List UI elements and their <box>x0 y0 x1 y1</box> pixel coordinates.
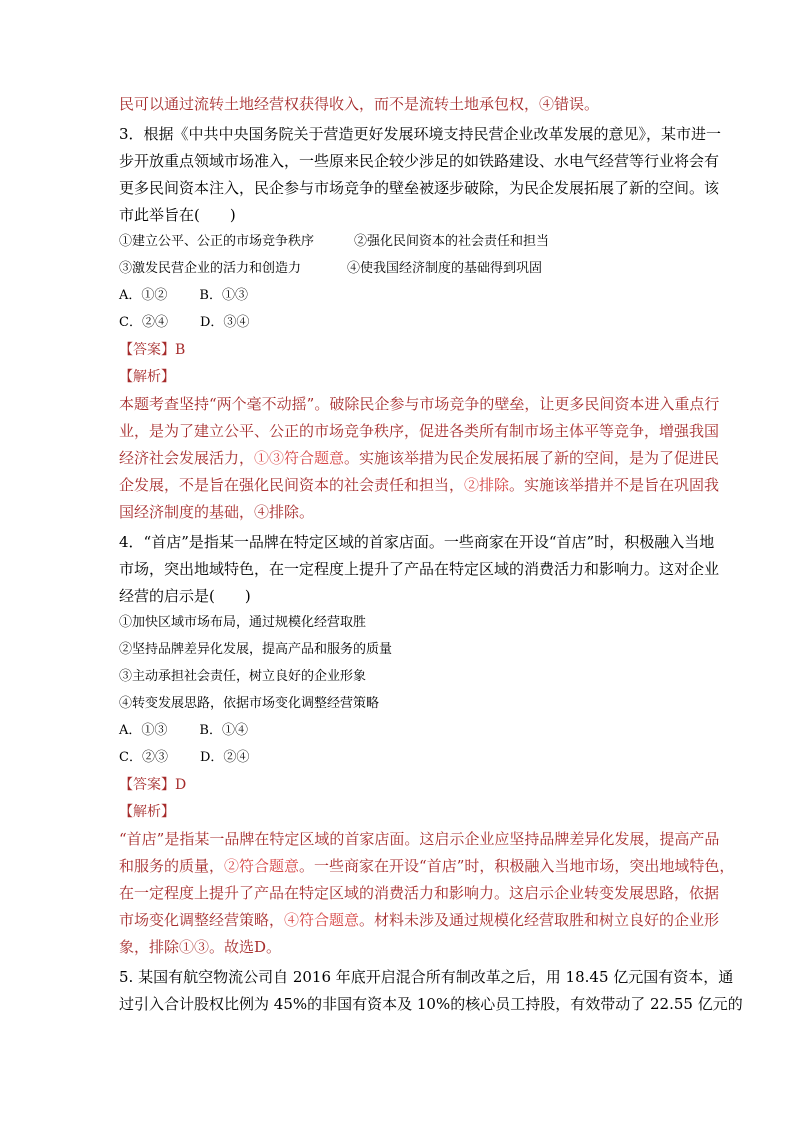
analysis-text: 本题考查坚持“两个毫不动摇”。破除民企参与市场竞争的壁垒，让更多民间资本进入重点行 <box>119 395 720 413</box>
analysis-text: 在一定程度上提升了产品在特定区域的消费活力和影响力。这启示企业转变发展思路，依据 <box>119 884 720 902</box>
question-4-stem: 4．“首店”是指某一品牌在特定区域的首家店面。一些商家在开设“首店”时，积极融入当地 <box>119 533 715 551</box>
analysis-text: 国经济制度的基础，④排除。 <box>119 503 315 521</box>
analysis-span: 。材料未涉及通过规模化经营取胜和树立良好的企业形 <box>359 911 720 929</box>
analysis-span: 。实施该举措为民企发展拓展了新的空间，是为了促进民 <box>344 449 720 467</box>
choice-c: C．②③ <box>119 750 168 765</box>
choice-a: A．①② <box>119 288 168 303</box>
statement: ④使我国经济制度的基础得到巩固 <box>347 261 543 276</box>
statement: ④转变发展思路，依据市场变化调整经营策略 <box>119 696 380 711</box>
answer-label: 【答案】D <box>119 777 187 793</box>
analysis-text <box>119 910 719 930</box>
analysis-span: 经济社会发展活力， <box>119 449 255 467</box>
choice-b: B．①③ <box>199 288 248 303</box>
analysis-text: 象，排除①③。故选D。 <box>119 938 282 956</box>
analysis-text <box>119 475 719 495</box>
statement: ③主动承担社会责任，树立良好的企业形象 <box>119 669 367 684</box>
answer-label: 【答案】B <box>119 342 186 358</box>
highlight-span: ①③符合题意 <box>254 449 345 467</box>
analysis-text <box>119 856 734 876</box>
statement: ①加快区域市场布局，通过规模化经营取胜 <box>119 615 367 630</box>
question-4-stem: 经营的启示是( ) <box>119 587 251 605</box>
statement: ①建立公平、公正的市场竞争秩序 <box>119 234 315 249</box>
analysis-label: 【解析】 <box>119 369 175 385</box>
analysis-span: 。实施该举措并不是旨在巩固我 <box>509 476 720 494</box>
text-line: 民可以通过流转土地经营权获得收入，而不是流转土地承包权，④错误。 <box>119 95 600 113</box>
statement: ③激发民营企业的活力和创造力 <box>119 261 302 276</box>
choice-d: D．②④ <box>199 750 250 765</box>
question-4-choices <box>119 748 249 768</box>
highlight-span: ④符合题意 <box>284 911 360 929</box>
question-3-stem: 市此举旨在( ) <box>119 206 236 224</box>
question-4-stem: 市场，突出地域特色，在一定程度上提升了产品在特定区域的消费活力和影响力。这对企业 <box>119 560 720 578</box>
question-3-stem: 3．根据《中共中央国务院关于营造更好发展环境支持民营企业改革发展的意见》，某市进一 <box>119 125 722 143</box>
question-3-stem: 步开放重点领域市场准入，一些原来民企较少涉足的如铁路建设、水电气经营等行业将会有 <box>119 152 720 170</box>
analysis-span: 和服务的质量， <box>119 857 225 875</box>
choice-c: C．②④ <box>119 315 168 330</box>
choice-d: D．③④ <box>199 315 250 330</box>
question-3-statements <box>119 259 542 279</box>
question-3-statements <box>119 232 549 252</box>
analysis-span: 企发展，不是旨在强化民间资本的社会责任和担当， <box>119 476 465 494</box>
analysis-label: 【解析】 <box>119 804 175 820</box>
analysis-text: “首店”是指某一品牌在特定区域的首家店面。这启示企业应坚持品牌差异化发展，提高产品 <box>119 830 720 848</box>
analysis-text <box>119 448 719 468</box>
statement: ②强化民间资本的社会责任和担当 <box>354 234 550 249</box>
question-5-stem: 过引入合计股权比例为 45%的非国有资本及 10%的核心员工持股，有效带动了 22.55 亿元的 <box>119 995 743 1013</box>
analysis-text: 业，是为了建立公平、公正的市场竞争秩序，促进各类所有制市场主体平等竞争，增强我国 <box>119 422 720 440</box>
choice-b: B．①④ <box>199 723 248 738</box>
question-4-choices <box>119 721 248 741</box>
statement: ②坚持品牌差异化发展，提高产品和服务的质量 <box>119 642 393 657</box>
analysis-span: 市场变化调整经营策略， <box>119 911 285 929</box>
choice-a: A．①③ <box>119 723 168 738</box>
analysis-span: 。一些商家在开设“首店”时，积极融入当地市场，突出地域特色， <box>299 857 735 875</box>
question-5-stem: 5. 某国有航空物流公司自 2016 年底开启混合所有制改革之后，用 18.45 亿元国有资本，通 <box>119 968 734 986</box>
highlight-span: ②符合题意 <box>224 857 300 875</box>
question-3-choices <box>119 286 248 306</box>
question-3-stem: 更多民间资本注入，民企参与市场竞争的壁垒被逐步破除，为民企发展拓展了新的空间。该 <box>119 179 720 197</box>
question-3-choices <box>119 313 249 333</box>
highlight-span: ②排除 <box>464 476 510 494</box>
